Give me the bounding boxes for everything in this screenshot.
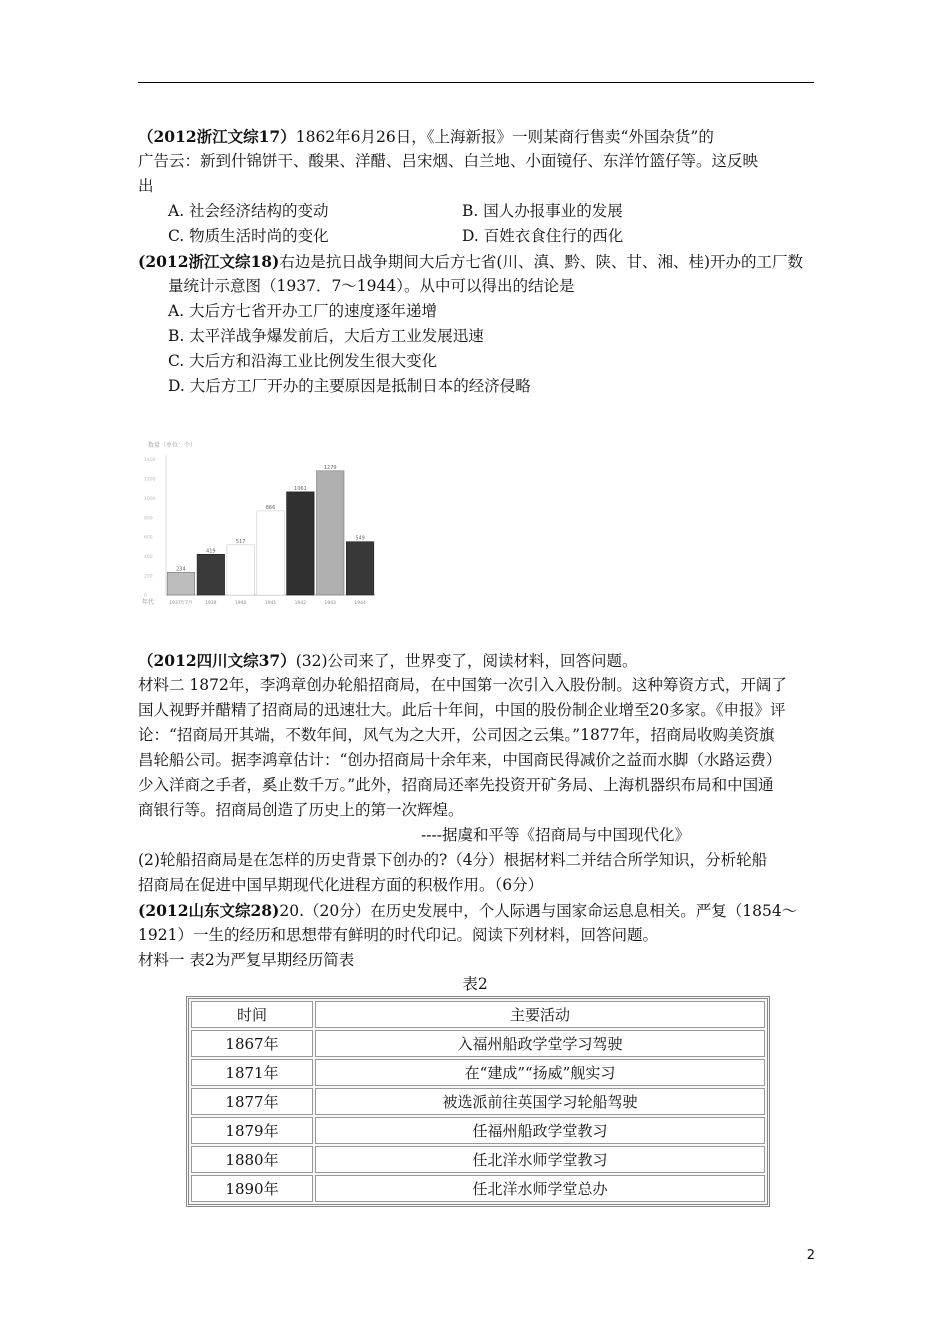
option-b: B. 国人办报事业的发展	[462, 202, 623, 220]
table-row	[191, 1030, 765, 1057]
question-text: 1921）一生的经历和思想带有鲜明的时代印记。阅读下列材料，回答问题。	[138, 926, 658, 944]
option-d: D. 大后方工厂开办的主要原因是抵制日本的经济侵略	[168, 377, 531, 395]
bar-value-label: 549	[355, 535, 365, 542]
chart-bar	[257, 511, 285, 595]
x-tick-label: 1940	[234, 601, 247, 606]
table-cell: 1880年	[191, 1146, 313, 1173]
question-text: 广告云：新到什锦饼干、酸果、洋醋、吕宋烟、白兰地、小面镜仔、东洋竹篮仔等。这反映	[138, 152, 759, 170]
chart-bar	[167, 572, 195, 595]
table-cell: 被选派前往英国学习轮船驾驶	[315, 1088, 765, 1115]
y-tick-label: 1400	[144, 458, 156, 463]
y-tick-label: 1000	[144, 496, 156, 502]
x-tick-label: 1937年7月	[169, 601, 193, 606]
chart-bar	[227, 545, 255, 595]
question-text: 1862年6月26日，《上海新报》一则某商行售卖“外国杂货”的	[295, 128, 714, 146]
table-header-row	[191, 1001, 765, 1028]
bar-value-label: 866	[265, 504, 276, 511]
y-tick-label: 600	[144, 535, 153, 541]
table-cell: 任北洋水师学堂总办	[315, 1175, 765, 1202]
yan-fu-table	[186, 996, 770, 1207]
question-37	[138, 648, 814, 898]
chart-bar	[317, 471, 345, 595]
question-28	[138, 898, 814, 973]
question-text: 20.（20分）在历史发展中，个人际遇与国家命运息息相关。严复（1854～	[279, 902, 798, 920]
bar-value-label: 419	[206, 548, 216, 555]
bar-value-label: 1061	[294, 485, 307, 492]
header-rule	[138, 82, 814, 83]
option-d: D. 百姓衣食住行的西化	[462, 227, 624, 245]
table-row	[191, 1117, 765, 1144]
chart-title: 数量（单位：个）	[148, 442, 197, 449]
bar-value-label: 517	[235, 538, 246, 545]
option-b: B. 太平洋战争爆发前后，大后方工业发展迅速	[168, 327, 484, 345]
material-text: 商银行等。招商局创造了历史上的第一次辉煌。	[138, 801, 464, 819]
question-tag: (2012浙江文综18)	[138, 252, 280, 271]
question-text: 材料一 表2为严复早期经历简表	[138, 951, 355, 969]
table-row	[191, 1175, 765, 1202]
table-cell: 入福州船政学堂学习驾驶	[315, 1030, 765, 1057]
x-tick-label: 1941	[264, 601, 277, 606]
x-tick-label: 1939	[205, 601, 217, 606]
factory-count-chart	[140, 435, 380, 615]
table-cell: 任福州船政学堂教习	[315, 1117, 765, 1144]
bar-value-label: 1279	[323, 464, 337, 471]
option-a: A. 社会经济结构的变动	[168, 202, 329, 220]
option-a: A. 大后方七省开办工厂的速度逐年递增	[168, 302, 438, 320]
table-cell: 在“建成”“扬威”舰实习	[315, 1059, 765, 1086]
y-tick-label: 800	[144, 516, 153, 522]
question-text: 量统计示意图（1937．7～1944）。从中可以得出的结论是	[168, 277, 575, 295]
factory-chart-svg	[140, 435, 380, 615]
chart-bar	[287, 492, 315, 595]
y-tick-label: 400	[144, 555, 153, 561]
question-text: 招商局在促进中国早期现代化进程方面的积极作用。（6分）	[138, 876, 544, 894]
question-18	[138, 249, 814, 399]
y-tick-label: 200	[144, 574, 153, 580]
question-text: 出	[138, 177, 154, 195]
table-header: 时间	[191, 1001, 313, 1028]
y-tick-label: 0	[144, 594, 147, 599]
table-header: 主要活动	[315, 1001, 765, 1028]
chart-bar	[346, 542, 374, 595]
table-row	[191, 1146, 765, 1173]
question-text: (32)公司来了，世界变了，阅读材料，回答问题。	[295, 652, 638, 670]
table-cell: 1890年	[191, 1175, 313, 1202]
table-cell: 1871年	[191, 1059, 313, 1086]
table-row	[191, 1088, 765, 1115]
x-tick-label: 1943	[324, 601, 336, 606]
chart-xlabel: 年代	[142, 599, 155, 606]
question-17	[138, 124, 814, 249]
table-row	[191, 1059, 765, 1086]
question-tag: （2012浙江文综17）	[138, 127, 296, 146]
page-number: 2	[806, 1248, 815, 1263]
bar-value-label: 234	[176, 566, 186, 573]
x-tick-label: 1942	[294, 601, 307, 606]
material-text: 材料二 1872年，李鸿章创办轮船招商局，在中国第一次引入入股份制。这种筹资方式，开阔了	[138, 676, 787, 694]
question-text: 右边是抗日战争期间大后方七省(川、滇、黔、陕、甘、湘、桂)开办的工厂数	[279, 253, 803, 271]
question-tag: (2012山东文综28)	[138, 901, 280, 920]
material-text: 论：“招商局开其端，不数年间，风气为之大开，公司因之云集。”1877年，招商局收购美资旗	[138, 726, 775, 744]
question-tag: （2012四川文综37）	[138, 651, 296, 670]
table-cell: 任北洋水师学堂教习	[315, 1146, 765, 1173]
table-cell: 1867年	[191, 1030, 313, 1057]
question-text: (2)轮船招商局是在怎样的历史背景下创办的?（4分）根据材料二并结合所学知识，分析轮船	[138, 851, 768, 869]
table-caption: 表2	[462, 975, 488, 993]
x-tick-label: 1944	[354, 601, 366, 606]
chart-bar	[197, 554, 225, 595]
y-tick-label: 1200	[144, 477, 156, 483]
table-cell: 1877年	[191, 1088, 313, 1115]
material-text: 少入洋商之手者，奚止数千万。”此外，招商局还率先投资开矿务局、上海机器织布局和中国通	[138, 776, 774, 794]
option-c: C. 大后方和沿海工业比例发生很大变化	[168, 352, 438, 370]
table-cell: 1879年	[191, 1117, 313, 1144]
material-source: ----据虞和平等《招商局与中国现代化》	[421, 826, 690, 844]
option-c: C. 物质生活时尚的变化	[168, 227, 329, 245]
material-text: 昌轮船公司。据李鸿章估计：“创办招商局十余年来，中国商民得减价之益而水脚（水路运费）	[138, 751, 782, 769]
material-text: 国人视野并醋精了招商局的迅速壮大。此后十年间，中国的股份制企业增至20多家。《申报》评	[138, 701, 786, 719]
